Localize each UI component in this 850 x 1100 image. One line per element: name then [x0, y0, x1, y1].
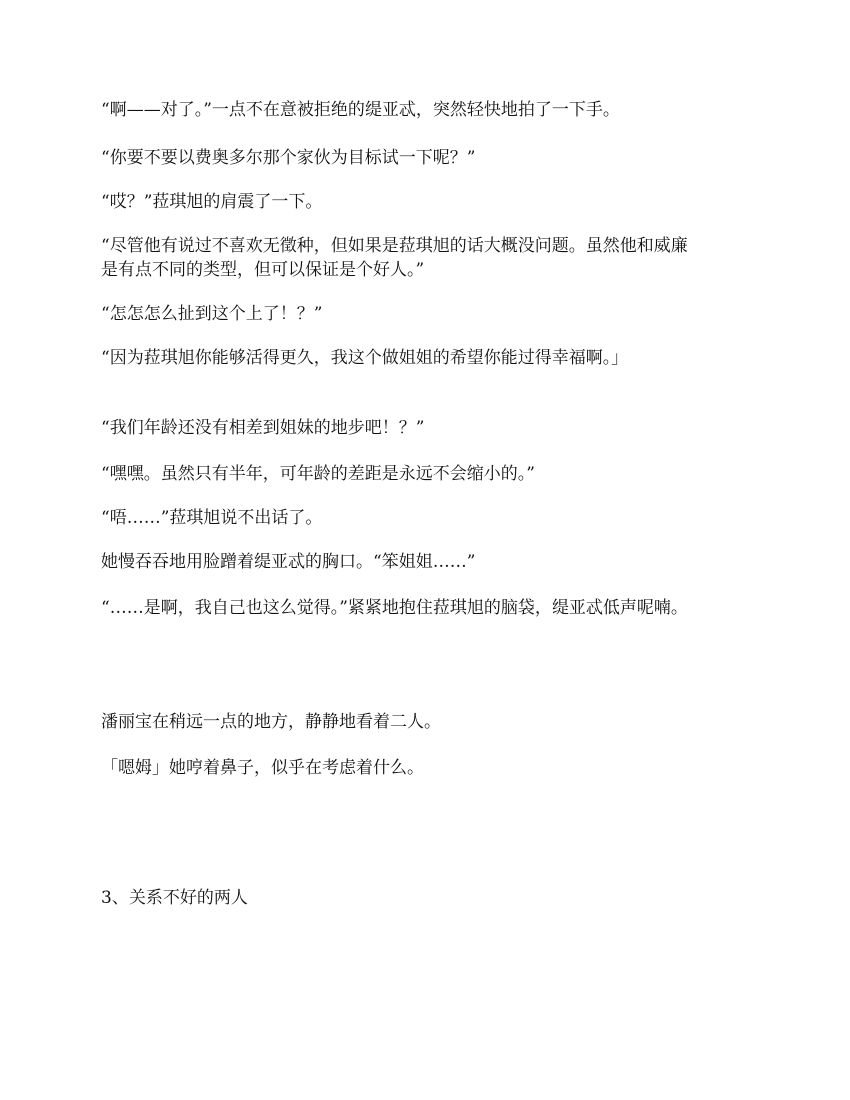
- paragraph-6: “因为菈琪旭你能够活得更久，我这个做姐姐的希望你能过得幸福啊。」: [101, 348, 629, 368]
- paragraph-11: “……是啊，我自己也这么觉得。”紧紧地抱住菈琪旭的脑袋，缇亚忒低声呢喃。: [101, 598, 688, 618]
- paragraph-4: “尽管他有说过不喜欢无徵种，但如果是菈琪旭的话大概没问题。虽然他和威廉是有点不同的类型，但可以保证是个好人。”: [101, 236, 688, 280]
- paragraph-13: 「嗯姆」她哼着鼻子，似乎在考虑着什么。: [101, 758, 424, 778]
- paragraph-8: “嘿嘿。虽然只有半年，可年龄的差距是永远不会缩小的。”: [101, 464, 535, 484]
- paragraph-2: “你要不要以费奥多尔那个家伙为目标试一下呢？”: [101, 148, 476, 168]
- paragraph-7: “我们年龄还没有相差到姐妹的地步吧！？”: [101, 418, 425, 438]
- paragraph-1: “啊——对了。”一点不在意被拒绝的缇亚忒，突然轻快地拍了一下手。: [101, 100, 620, 120]
- paragraph-12: 潘丽宝在稍远一点的地方，静静地看着二人。: [101, 712, 441, 732]
- paragraph-5: “怎怎怎么扯到这个上了！？”: [101, 304, 323, 324]
- paragraph-10: 她慢吞吞地用脸蹭着缇亚忒的胸口。“笨姐姐……”: [101, 552, 476, 572]
- section-heading: 3、关系不好的两人: [101, 888, 248, 908]
- paragraph-3: “哎？”菈琪旭的肩震了一下。: [101, 192, 323, 212]
- paragraph-9: “唔……”菈琪旭说不出话了。: [101, 508, 323, 528]
